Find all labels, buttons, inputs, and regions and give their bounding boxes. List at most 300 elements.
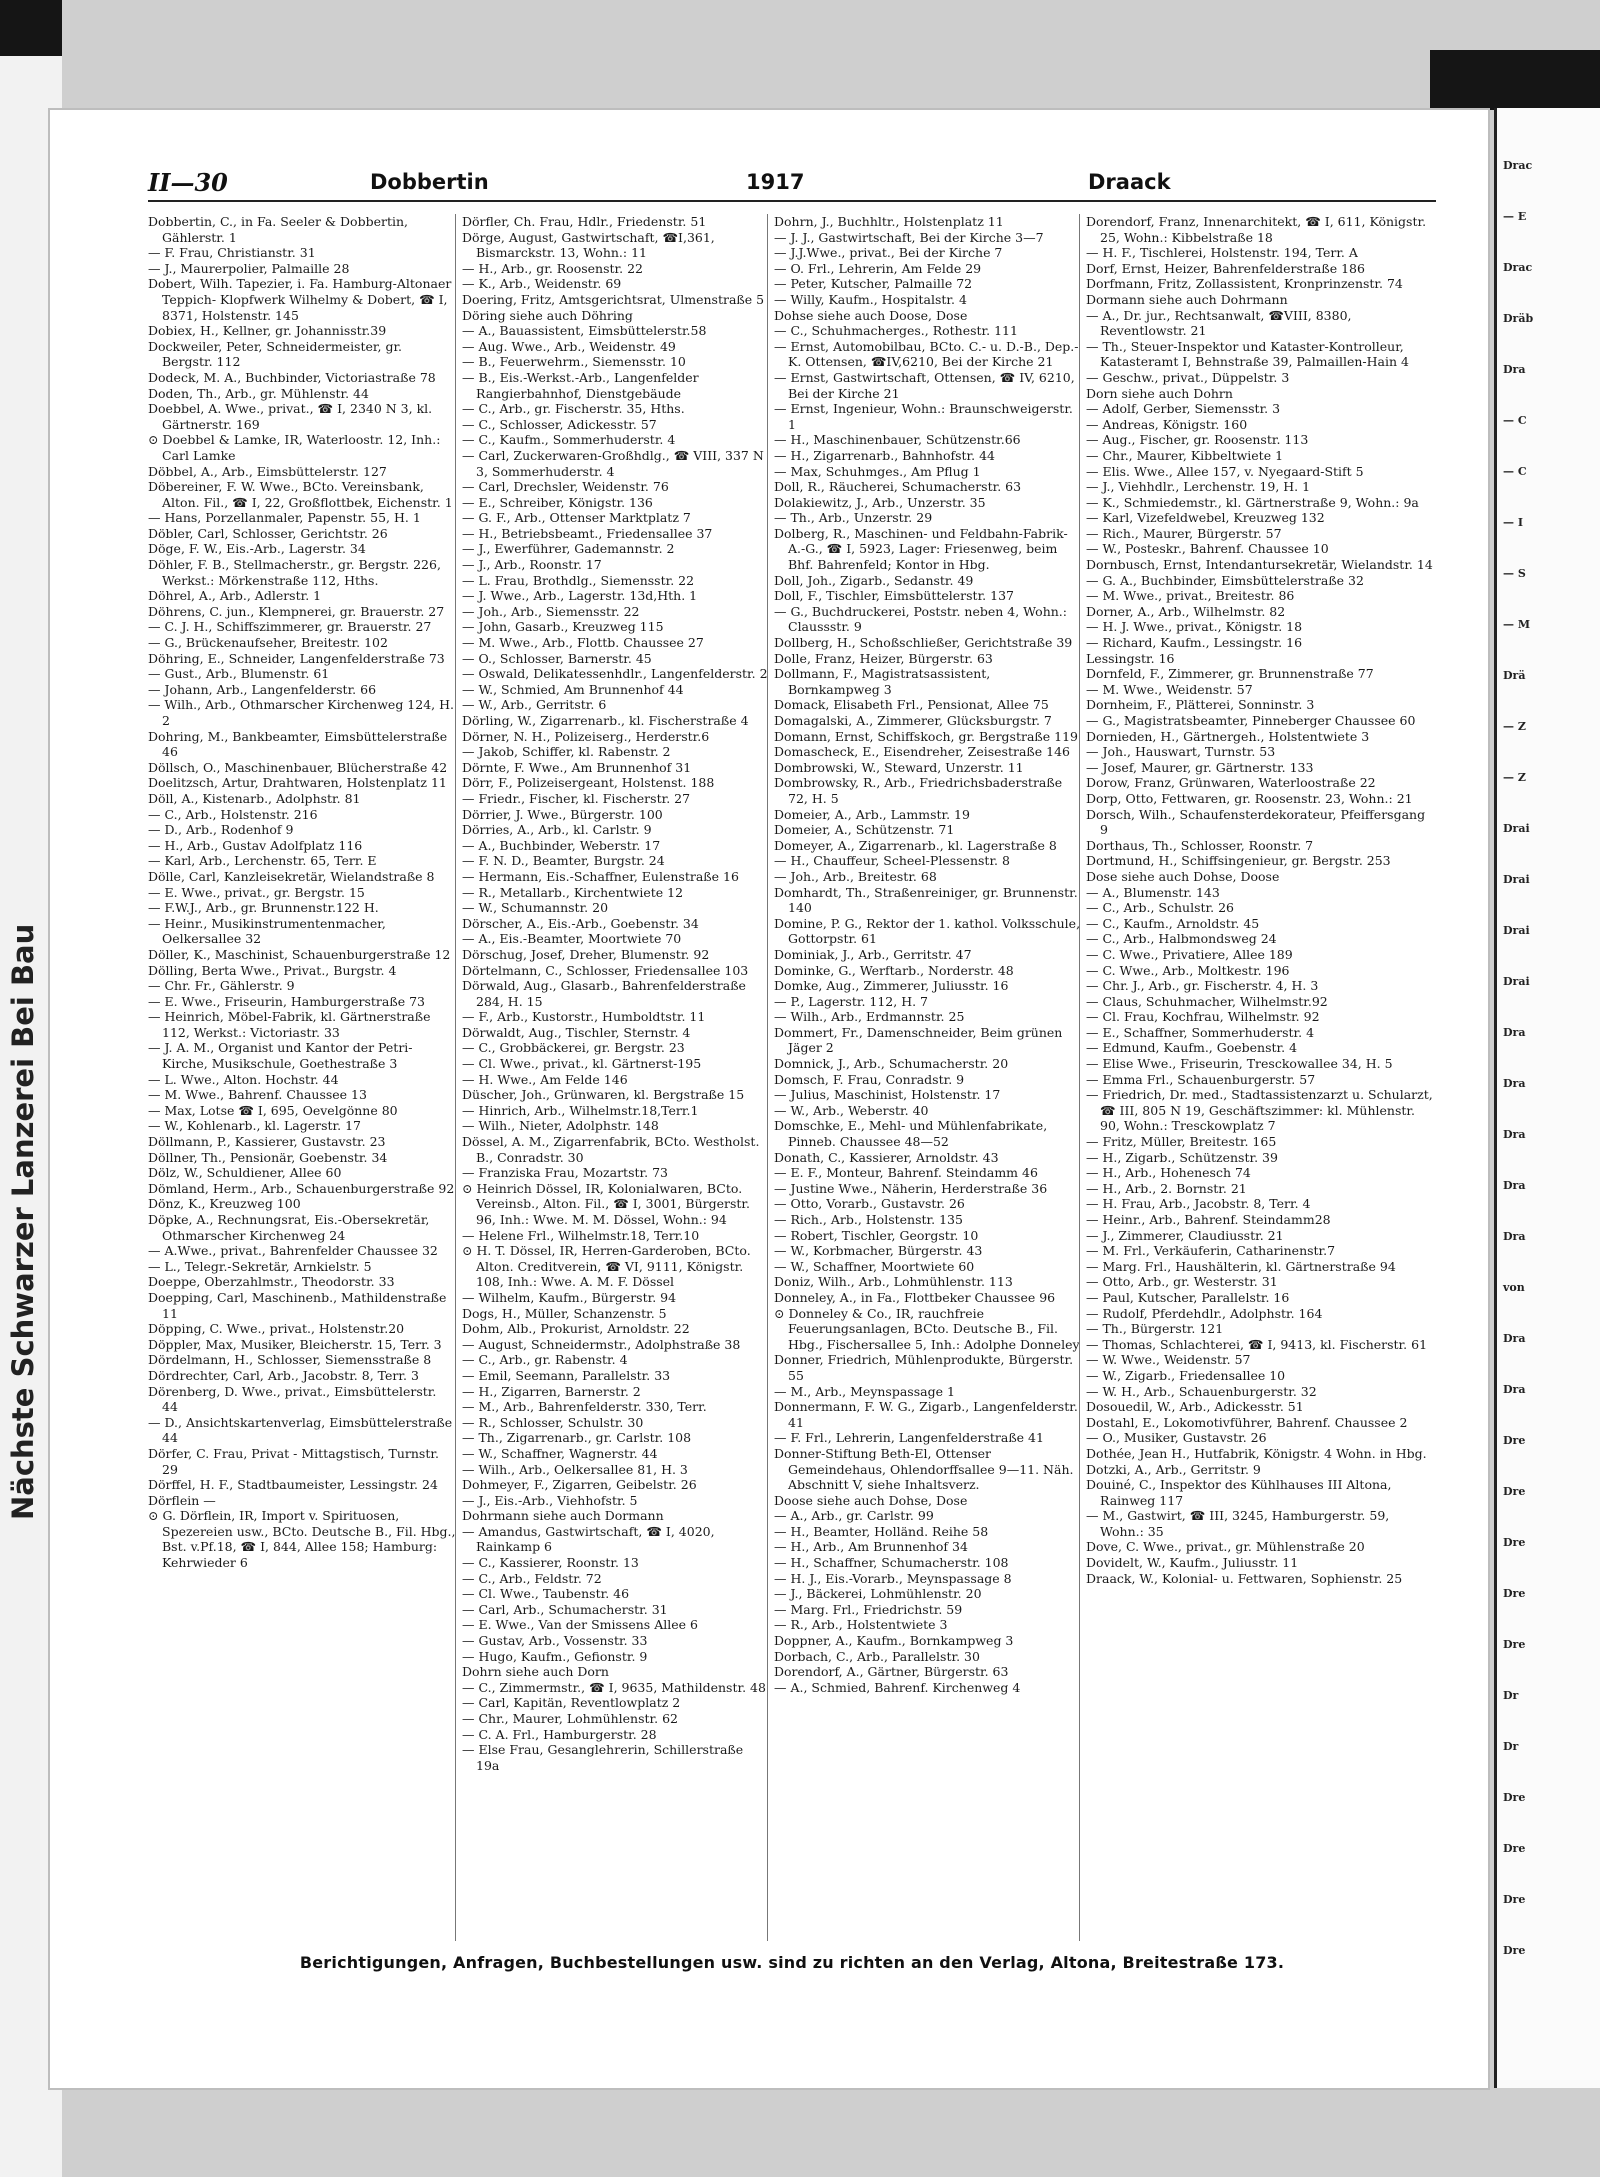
directory-entry: — C., Zimmermstr., ☎ I, 9635, Mathildenstr. 48 [462, 1679, 766, 1695]
last-entry-word: Draack [1088, 170, 1171, 194]
adjacent-page-fragment: Drai [1503, 924, 1530, 937]
directory-entry: — Geschw., privat., Düppelstr. 3 [1086, 369, 1290, 385]
directory-entry: Dörflein — [148, 1492, 216, 1508]
directory-entry: — H. J. Wwe., privat., Königstr. 18 [1086, 619, 1303, 635]
directory-entry: — J., Ewerführer, Gademannstr. 2 [462, 541, 675, 557]
directory-entry: — A., Buchbinder, Weberstr. 17 [462, 837, 661, 853]
directory-entry: Dommert, Fr., Damenschneider, Beim grünen Jäger 2 [774, 1024, 1063, 1056]
directory-entry: Dobiex, H., Kellner, gr. Johannisstr.39 [148, 323, 387, 339]
directory-entry: — H., Arb., 2. Bornstr. 21 [1086, 1180, 1247, 1196]
directory-entry: — Ernst, Ingenieur, Wohn.: Braunschweigerstr. 1 [774, 401, 1073, 432]
directory-entry: — Claus, Schuhmacher, Wilhelmstr.92 [1086, 993, 1328, 1009]
directory-entry: — H., Chauffeur, Scheel-Plessenstr. 8 [774, 853, 1010, 869]
directory-entry: — H., Arb., Am Brunnenhof 34 [774, 1539, 968, 1555]
directory-entry: Döhring, E., Schneider, Langenfelderstraße 73 [148, 650, 445, 666]
directory-entry: — J., Viehhdlr., Lerchenstr. 19, H. 1 [1086, 479, 1311, 495]
adjacent-page-fragment: Dra [1503, 1026, 1526, 1039]
directory-entry: Dömland, Herm., Arb., Schauenburgerstraße 92 [148, 1180, 455, 1196]
adjacent-page-fragment: Dr [1503, 1740, 1519, 1753]
directory-entry: ⊙ G. Dörflein, IR, Import v. Spirituosen, Spezereien usw., BCto. Deutsche B., Fil. Hbg., Bst. v.Pf.18, ☎ I, 844, Allee 158; Hamburg: Kehrwieder 6 [148, 1508, 456, 1571]
directory-entry: — C., Arb., Halbmondsweg 24 [1086, 931, 1277, 947]
directory-entry: Dohm, Alb., Prokurist, Arnoldstr. 22 [462, 1321, 690, 1337]
directory-entry: — E. Wwe., Friseurin, Hamburgerstraße 73 [148, 993, 425, 1009]
directory-entry: Doll, F., Tischler, Eimsbüttelerstr. 137 [774, 588, 1014, 604]
directory-entry: Döge, F. W., Eis.-Arb., Lagerstr. 34 [148, 541, 366, 557]
directory-entry: — R., Metallarb., Kirchentwiete 12 [462, 884, 684, 900]
column-2 [455, 214, 769, 1941]
adjacent-page-fragment: Drai [1503, 822, 1530, 835]
directory-entry: — R., Arb., Holstentwiete 3 [774, 1617, 948, 1633]
directory-entry: Doelitzsch, Artur, Drahtwaren, Holstenplatz 11 [148, 775, 447, 791]
directory-entry: ⊙ H. T. Dössel, IR, Herren-Garderoben, BCto. Alton. Creditverein, ☎ VI, 9111, Königstr. 108, Inh.: Wwe. A. M. F. Dössel [462, 1243, 751, 1290]
directory-entry: Doeppe, Oberzahlmstr., Theodorstr. 33 [148, 1274, 395, 1290]
directory-entry: Döpping, C. Wwe., privat., Holstenstr.20 [148, 1321, 405, 1337]
adjacent-page-fragment: Dra [1503, 1128, 1526, 1141]
directory-entry: — Friedr., Fischer, kl. Fischerstr. 27 [462, 790, 691, 806]
directory-entry: Domnick, J., Arb., Schumacherstr. 20 [774, 1056, 1009, 1072]
directory-entry: Domascheck, E., Eisendreher, Zeisestraße 146 [774, 744, 1070, 760]
directory-entry: — K., Arb., Weidenstr. 69 [462, 276, 622, 292]
directory-entry: — H., Arb., Hohenesch 74 [1086, 1165, 1251, 1181]
adjacent-page-edge-text: Nächste Schwarzer Lanzerei Bei Bau [6, 923, 40, 1520]
adjacent-page-fragment: Dre [1503, 1791, 1526, 1804]
directory-entry: Dörtelmann, C., Schlosser, Friedensallee 103 [462, 962, 749, 978]
directory-entry: — Carl, Arb., Schumacherstr. 31 [462, 1601, 668, 1617]
directory-entry: Döllner, Th., Pensionär, Goebenstr. 34 [148, 1149, 388, 1165]
directory-entry: — Johann, Arb., Langenfelderstr. 66 [148, 681, 377, 697]
directory-entry: — Hermann, Eis.-Schaffner, Eulenstraße 16 [462, 868, 739, 884]
directory-entry: Doniz, Wilh., Arb., Lohmühlenstr. 113 [774, 1274, 1013, 1290]
directory-entry: — J. Wwe., Arb., Lagerstr. 13d,Hth. 1 [462, 588, 698, 604]
directory-entry: — W., Posteskr., Bahrenf. Chaussee 10 [1086, 541, 1329, 557]
directory-entry: Lessingstr. 16 [1086, 650, 1175, 666]
directory-entry: — Th., Arb., Unzerstr. 29 [774, 510, 933, 526]
directory-entry: — Heinr., Musikinstrumentenmacher, Oelkersallee 32 [148, 915, 386, 947]
directory-entry: — Joh., Hauswart, Turnstr. 53 [1086, 744, 1276, 760]
directory-entry: Dorf, Ernst, Heizer, Bahrenfelderstraße 186 [1086, 260, 1365, 276]
directory-entry: Dorow, Franz, Grünwaren, Waterloostraße 22 [1086, 775, 1376, 791]
directory-entry: — J., Arb., Roonstr. 17 [462, 557, 602, 573]
directory-entry: Dolle, Franz, Heizer, Bürgerstr. 63 [774, 650, 993, 666]
header-rule [148, 200, 1436, 202]
directory-entry: Donneley, A., in Fa., Flottbeker Chaussee 96 [774, 1289, 1056, 1305]
directory-entry: — Rudolf, Pferdehdlr., Adolphstr. 164 [1086, 1305, 1323, 1321]
directory-entry: Dornieden, H., Gärtnergeh., Holstentwiete 3 [1086, 728, 1370, 744]
directory-entry: — F.W.J., Arb., gr. Brunnenstr.122 H. [148, 900, 379, 916]
directory-entry: Dominke, G., Werftarb., Norderstr. 48 [774, 962, 1014, 978]
directory-entry: Dohse siehe auch Doose, Dose [774, 307, 968, 323]
adjacent-page-fragment: Drac [1503, 261, 1533, 274]
directory-entry: Dölz, W., Schuldiener, Allee 60 [148, 1165, 342, 1181]
directory-entry: — Emma Frl., Schauenburgerstr. 57 [1086, 1071, 1316, 1087]
directory-entry: — F., Arb., Kustorstr., Humboldtstr. 11 [462, 1009, 706, 1025]
directory-entry: — Jakob, Schiffer, kl. Rabenstr. 2 [462, 744, 671, 760]
directory-entry: — C., Arb., gr. Fischerstr. 35, Hths. [462, 401, 685, 417]
directory-entry: Döllmann, P., Kassierer, Gustavstr. 23 [148, 1134, 386, 1150]
directory-entry: — C. A. Frl., Hamburgerstr. 28 [462, 1726, 657, 1742]
directory-entry: — O., Schlosser, Barnerstr. 45 [462, 650, 652, 666]
directory-entry: — Chr. Fr., Gählerstr. 9 [148, 978, 295, 994]
directory-entry: Domagalski, A., Zimmerer, Glücksburgstr. 7 [774, 713, 1052, 728]
directory-entry: — G., Buchdruckerei, Poststr. neben 4, Wohn.: Claussstr. 9 [774, 603, 1067, 635]
directory-entry: Donner, Friedrich, Mühlenprodukte, Bürgerstr. 55 [774, 1352, 1074, 1383]
directory-entry: — C., Grobbäckerei, gr. Bergstr. 23 [462, 1040, 685, 1056]
directory-entry: — L., Telegr.-Sekretär, Arnkielstr. 5 [148, 1258, 372, 1274]
directory-entry: — F. Frau, Christianstr. 31 [148, 245, 316, 261]
directory-entry: Dohrmann siehe auch Dormann [462, 1508, 664, 1524]
directory-entry: — M. Wwe., privat., Breitestr. 86 [1086, 588, 1295, 604]
directory-entry: — Ernst, Gastwirtschaft, Ottensen, ☎ IV, 6210, Bei der Kirche 21 [774, 369, 1075, 401]
adjacent-page-fragment: Dre [1503, 1587, 1526, 1600]
directory-entry: — O. Frl., Lehrerin, Am Felde 29 [774, 260, 982, 276]
adjacent-page-fragment: von [1503, 1281, 1525, 1294]
directory-entry: — G. F., Arb., Ottenser Marktplatz 7 [462, 510, 691, 526]
page-reference: II—30 [148, 168, 228, 197]
directory-entry: Doose siehe auch Dohse, Dose [774, 1492, 968, 1508]
directory-entry: — Carl, Drechsler, Weidenstr. 76 [462, 479, 669, 495]
directory-entry: — C., Arb., Holstenstr. 216 [148, 806, 318, 822]
directory-entry: Dotzki, A., Arb., Gerritstr. 9 [1086, 1461, 1261, 1477]
directory-entry: — Th., Steuer-Inspektor und Kataster-Kontrolleur, Katasteramt I, Behnstraße 39, Palmaillen-Hain 4 [1086, 338, 1409, 370]
directory-entry: — W., Schumannstr. 20 [462, 900, 609, 916]
directory-entry: — H. F., Tischlerei, Holstenstr. 194, Terr. A [1086, 245, 1358, 261]
directory-entry: — H., Beamter, Holländ. Reihe 58 [774, 1523, 989, 1539]
directory-entry: — Max, Schuhmges., Am Pflug 1 [774, 463, 981, 479]
directory-entry: — W., Arb., Weberstr. 40 [774, 1102, 929, 1118]
adjacent-page-fragment: — M [1503, 618, 1531, 631]
directory-entry: — E., Schreiber, Königstr. 136 [462, 494, 653, 510]
directory-entry: — C., Arb., Feldstr. 72 [462, 1570, 602, 1586]
adjacent-page-fragment: Dre [1503, 1893, 1526, 1906]
directory-entry: — Thomas, Schlachterei, ☎ I, 9413, kl. Fischerstr. 61 [1086, 1336, 1428, 1352]
directory-entry: — B., Eis.-Werkst.-Arb., Langenfelder Rangierbahnhof, Dienstgebäude [462, 369, 699, 401]
directory-columns [148, 214, 1436, 1941]
adjacent-page-fragment: — E [1503, 210, 1527, 223]
directory-entry: — H. Frau, Arb., Jacobstr. 8, Terr. 4 [1086, 1196, 1311, 1212]
directory-entry: Dornfeld, F., Zimmerer, gr. Brunnenstraße 77 [1086, 666, 1374, 682]
directory-entry: Dohrn, J., Buchhltr., Holstenplatz 11 [774, 214, 1004, 229]
directory-entry: Doll, R., Räucherei, Schumacherstr. 63 [774, 479, 1022, 495]
adjacent-page-fragment: — C [1503, 465, 1527, 478]
directory-entry: — A., Blumenstr. 143 [1086, 884, 1220, 900]
directory-entry: Doll, Joh., Zigarb., Sedanstr. 49 [774, 572, 974, 588]
adjacent-page-fragment: Dra [1503, 1332, 1526, 1345]
directory-entry: Dove, C. Wwe., privat., gr. Mühlenstraße 20 [1086, 1539, 1365, 1555]
directory-entry: Döhler, F. B., Stellmacherstr., gr. Bergstr. 226, Werkst.: Mörkenstraße 112, Hths. [148, 557, 441, 588]
adjacent-page-fragment: Dra [1503, 363, 1526, 376]
directory-entry: — Otto, Vorarb., Gustavstr. 26 [774, 1196, 965, 1212]
directory-entry: — Carl, Zuckerwaren-Großhdlg., ☎ VIII, 337 N 3, Sommerhuderstr. 4 [462, 447, 764, 479]
directory-entry: Dohring, M., Bankbeamter, Eimsbüttelerstraße 46 [148, 728, 448, 760]
directory-entry: Dolakiewitz, J., Arb., Unzerstr. 35 [774, 494, 986, 510]
directory-entry: Dorthaus, Th., Schlosser, Roonstr. 7 [1086, 837, 1314, 853]
directory-entry: Dölling, Berta Wwe., Privat., Burgstr. 4 [148, 962, 397, 978]
directory-entry: — E. F., Monteur, Bahrenf. Steindamm 46 [774, 1165, 1038, 1181]
directory-entry: — Heinrich, Möbel-Fabrik, kl. Gärtnerstraße 112, Werkst.: Victoriastr. 33 [148, 1009, 431, 1040]
directory-entry: — M., Gastwirt, ☎ III, 3245, Hamburgerstr. 59, Wohn.: 35 [1086, 1508, 1390, 1539]
directory-entry: Dolberg, R., Maschinen- und Feldbahn-Fabrik-A.-G., ☎ I, 5923, Lager: Friesenweg, beim Bhf. Bahrenfeld; Kontor in Hbg. [774, 525, 1068, 573]
column-3 [767, 214, 1081, 1941]
directory-entry: — Marg. Frl., Friedrichstr. 59 [774, 1601, 963, 1617]
directory-entry: Dörling, W., Zigarrenarb., kl. Fischerstraße 4 [462, 713, 749, 728]
directory-entry: — R., Schlosser, Schulstr. 30 [462, 1414, 644, 1430]
directory-entry: — W., Schmied, Am Brunnenhof 44 [462, 681, 684, 697]
directory-entry: — Th., Zigarrenarb., gr. Carlstr. 108 [462, 1430, 692, 1446]
directory-entry: — Chr. J., Arb., gr. Fischerstr. 4, H. 3 [1086, 978, 1319, 994]
directory-entry: Dörschug, Josef, Dreher, Blumenstr. 92 [462, 946, 710, 962]
directory-entry: — J., Eis.-Arb., Viehhofstr. 5 [462, 1492, 638, 1508]
directory-entry: Dördelmann, H., Schlosser, Siemensstraße 8 [148, 1352, 432, 1368]
directory-entry: Dorbach, C., Arb., Parallelstr. 30 [774, 1648, 980, 1664]
directory-entry: — Peter, Kutscher, Palmaille 72 [774, 276, 973, 292]
directory-entry: Düscher, Joh., Grünwaren, kl. Bergstraße 15 [462, 1087, 745, 1103]
directory-entry: Dörwald, Aug., Glasarb., Bahrenfelderstraße 284, H. 15 [462, 978, 746, 1009]
directory-entry: Dostahl, E., Lokomotivführer, Bahrenf. Chaussee 2 [1086, 1414, 1408, 1430]
adjacent-page-fragment: Drä [1503, 669, 1526, 682]
directory-entry: — Julius, Maschinist, Holstenstr. 17 [774, 1087, 1001, 1103]
directory-entry: — A., Bauassistent, Eimsbüttelerstr.58 [462, 323, 707, 339]
directory-entry: — M. Wwe., Bahrenf. Chaussee 13 [148, 1087, 367, 1103]
directory-entry: Domke, Aug., Zimmerer, Juliusstr. 16 [774, 978, 1009, 994]
adjacent-page-fragment: Dr [1503, 1689, 1519, 1702]
directory-entry: — C., Kaufm., Sommerhuderstr. 4 [462, 432, 676, 448]
directory-entry: Domine, P. G., Rektor der 1. kathol. Volksschule, Gottorpstr. 61 [774, 915, 1081, 947]
directory-entry: — Fritz, Müller, Breitestr. 165 [1086, 1134, 1277, 1150]
directory-entry: — Hugo, Kaufm., Gefionstr. 9 [462, 1648, 648, 1664]
directory-entry: — Cl. Frau, Kochfrau, Wilhelmstr. 92 [1086, 1009, 1320, 1025]
directory-entry: — C., Schlosser, Adickesstr. 57 [462, 416, 657, 432]
directory-entry: — W. H., Arb., Schauenburgerstr. 32 [1086, 1383, 1317, 1399]
directory-entry: ⊙ Donneley & Co., IR, rauchfreie Feuerungsanlagen, BCto. Deutsche B., Fil. Hbg., Fischersallee 5, Inh.: Adolphe Donneley [774, 1305, 1080, 1352]
directory-entry: Dörwaldt, Aug., Tischler, Sternstr. 4 [462, 1024, 691, 1040]
adjacent-page-fragment: Dre [1503, 1638, 1526, 1651]
adjacent-page-fragment: Drai [1503, 975, 1530, 988]
directory-entry: — H., Zigarren, Barnerstr. 2 [462, 1383, 641, 1399]
directory-entry: — Helene Frl., Wilhelmstr.18, Terr.10 [462, 1227, 700, 1243]
directory-entry: Dockweiler, Peter, Schneidermeister, gr. Bergstr. 112 [148, 338, 403, 370]
directory-entry: Döbbel, A., Arb., Eimsbüttelerstr. 127 [148, 463, 387, 479]
directory-entry: Dorfmann, Fritz, Zollassistent, Kronprinzenstr. 74 [1086, 276, 1403, 292]
directory-entry: Domhardt, Th., Straßenreiniger, gr. Brunnenstr. 140 [774, 884, 1078, 916]
directory-entry: — A.Wwe., privat., Bahrenfelder Chaussee 32 [148, 1243, 438, 1259]
adjacent-page-fragment: Drai [1503, 873, 1530, 886]
directory-entry: — Justine Wwe., Näherin, Herderstraße 36 [774, 1180, 1048, 1196]
directory-entry: — G., Magistratsbeamter, Pinneberger Chaussee 60 [1086, 713, 1416, 728]
directory-entry: — H., Betriebsbeamt., Friedensallee 37 [462, 525, 713, 541]
directory-entry: Dornbusch, Ernst, Intendantursekretär, Wielandstr. 14 [1086, 557, 1433, 573]
directory-entry: — L. Wwe., Alton. Hochstr. 44 [148, 1071, 339, 1087]
adjacent-page-strip [1494, 108, 1600, 2088]
directory-entry: Donath, C., Kassierer, Arnoldstr. 43 [774, 1149, 999, 1165]
directory-entry: Döll, A., Kistenarb., Adolphstr. 81 [148, 790, 361, 806]
directory-entry: Dössel, A. M., Zigarrenfabrik, BCto. Westholst. B., Conradstr. 30 [462, 1134, 760, 1165]
directory-entry: — Chr., Maurer, Lohmühlenstr. 62 [462, 1711, 679, 1726]
directory-entry: — J.J.Wwe., privat., Bei der Kirche 7 [774, 245, 1003, 261]
directory-entry: — Karl, Vizefeldwebel, Kreuzweg 132 [1086, 510, 1325, 526]
directory-entry: Domsch, F. Frau, Conradstr. 9 [774, 1071, 965, 1087]
directory-entry: Döllsch, O., Maschinenbauer, Blücherstraße 42 [148, 759, 448, 775]
directory-entry: Döppler, Max, Musiker, Bleicherstr. 15, Terr. 3 [148, 1336, 442, 1352]
directory-entry: Dorner, A., Arb., Wilhelmstr. 82 [1086, 603, 1286, 619]
directory-entry: — Hans, Porzellanmaler, Papenstr. 55, H. 1 [148, 510, 421, 526]
adjacent-page-fragment: Dra [1503, 1383, 1526, 1396]
directory-entry: Döller, K., Maschinist, Schauenburgerstraße 12 [148, 946, 451, 962]
directory-entry: — Elis. Wwe., Allee 157, v. Nyegaard-Stift 5 [1086, 463, 1364, 479]
scanner-black-corner [1430, 50, 1600, 110]
directory-entry: Dosouedil, W., Arb., Adickesstr. 51 [1086, 1399, 1304, 1415]
adjacent-page-fragment: — S [1503, 567, 1526, 580]
directory-entry: Draack, W., Kolonial- u. Fettwaren, Sophienstr. 25 [1086, 1570, 1403, 1586]
directory-entry: — J., Maurerpolier, Palmaille 28 [148, 260, 350, 276]
directory-entry: — Adolf, Gerber, Siemensstr. 3 [1086, 401, 1281, 417]
directory-entry: Douiné, C., Inspektor des Kühlhauses III Altona, Rainweg 117 [1086, 1477, 1392, 1508]
directory-entry: — M. Wwe., Weidenstr. 57 [1086, 681, 1253, 697]
directory-entry: Dörrier, J. Wwe., Bürgerstr. 100 [462, 806, 663, 822]
directory-entry: — Wilh., Arb., Oelkersallee 81, H. 3 [462, 1461, 688, 1477]
directory-entry: — H., Schaffner, Schumacherstr. 108 [774, 1555, 1009, 1571]
scanner-black-border [0, 0, 62, 56]
directory-entry: Dombrowsky, R., Arb., Friedrichsbaderstraße 72, H. 5 [774, 775, 1063, 806]
directory-entry: — Rich., Maurer, Bürgerstr. 57 [1086, 525, 1282, 541]
directory-entry: — H., Arb., gr. Roosenstr. 22 [462, 260, 643, 276]
directory-entry: — J. A. M., Organist und Kantor der Petri-Kirche, Musikschule, Goethestraße 3 [148, 1040, 413, 1072]
directory-entry: — W., Korbmacher, Bürgerstr. 43 [774, 1243, 983, 1259]
first-entry-word: Dobbertin [370, 170, 489, 194]
directory-entry: Dovidelt, W., Kaufm., Juliusstr. 11 [1086, 1555, 1299, 1571]
directory-entry: — D., Ansichtskartenverlag, Eimsbüttelerstraße 44 [148, 1414, 453, 1446]
directory-entry: Doppner, A., Kaufm., Bornkampweg 3 [774, 1633, 1014, 1649]
directory-entry: Dohrn siehe auch Dorn [462, 1664, 609, 1680]
directory-entry: — A., Schmied, Bahrenf. Kirchenweg 4 [774, 1679, 1021, 1695]
directory-entry: — A., Eis.-Beamter, Moortwiete 70 [462, 931, 682, 947]
directory-entry: — H., Maschinenbauer, Schützenstr.66 [774, 432, 1021, 448]
directory-entry: Dornheim, F., Plätterei, Sonninstr. 3 [1086, 697, 1315, 713]
directory-entry: — O., Musiker, Gustavstr. 26 [1086, 1430, 1267, 1446]
directory-entry: — W., Zigarb., Friedensallee 10 [1086, 1367, 1286, 1383]
directory-entry: — M. Frl., Verkäuferin, Catharinenstr.7 [1086, 1243, 1336, 1259]
directory-entry: — H., Zigarb., Schützenstr. 39 [1086, 1149, 1278, 1165]
directory-entry: Dörfler, Ch. Frau, Hdlr., Friedenstr. 51 [462, 214, 707, 229]
adjacent-page-fragment: — Z [1503, 771, 1526, 784]
directory-entry: — C., Kassierer, Roonstr. 13 [462, 1555, 639, 1571]
directory-entry: Doden, Th., Arb., gr. Mühlenstr. 44 [148, 385, 369, 401]
directory-entry: Dollmann, F., Magistratsassistent, Bornkampweg 3 [774, 666, 991, 697]
directory-entry: — C. J. H., Schiffszimmerer, gr. Brauerstr. 27 [148, 619, 432, 635]
directory-entry: Dorendorf, A., Gärtner, Bürgerstr. 63 [774, 1664, 1009, 1680]
directory-entry: — W., Schaffner, Wagnerstr. 44 [462, 1445, 658, 1461]
directory-entry: ⊙ Heinrich Dössel, IR, Kolonialwaren, BCto. Vereinsb., Alton. Fil., ☎ I, 3001, Bürgerstr. 96, Inh.: Wwe. M. M. Dössel, Wohn.: 94 [462, 1180, 750, 1227]
directory-entry: — Max, Lotse ☎ I, 695, Oevelgönne 80 [148, 1102, 398, 1118]
directory-entry: Dose siehe auch Dohse, Doose [1086, 868, 1280, 884]
directory-entry: — P., Lagerstr. 112, H. 7 [774, 993, 928, 1009]
directory-entry: — Cl. Wwe., privat., kl. Gärtnerst-195 [462, 1056, 702, 1072]
directory-entry: — G., Brückenaufseher, Breitestr. 102 [148, 635, 388, 651]
directory-entry: — M., Arb., Meynspassage 1 [774, 1383, 955, 1399]
publisher-footer: Berichtigungen, Anfragen, Buchbestellungen usw. sind zu richten an den Verlag, Altona, Breitestraße 173. [299, 1953, 1285, 1972]
directory-entry: — Aug., Fischer, gr. Roosenstr. 113 [1086, 432, 1309, 448]
directory-entry: — Karl, Arb., Lerchenstr. 65, Terr. E [148, 853, 377, 869]
directory-entry: — W., Arb., Gerritstr. 6 [462, 697, 607, 713]
adjacent-page-fragment: Dra [1503, 1179, 1526, 1192]
directory-entry: Döring siehe auch Döhring [462, 307, 633, 323]
directory-entry: — B., Feuerwehrm., Siemensstr. 10 [462, 354, 686, 370]
directory-entry: Dörner, N. H., Polizeiserg., Herderstr.6 [462, 728, 710, 744]
directory-entry: Döhrel, A., Arb., Adlerstr. 1 [148, 588, 322, 604]
directory-entry: — Franziska Frau, Mozartstr. 73 [462, 1165, 668, 1181]
directory-entry: Döhrens, C. jun., Klempnerei, gr. Brauerstr. 27 [148, 603, 445, 619]
directory-entry: — Aug. Wwe., Arb., Weidenstr. 49 [462, 338, 676, 354]
directory-entry: — J., Zimmerer, Claudiusstr. 21 [1086, 1227, 1284, 1243]
directory-entry: — D., Arb., Rodenhof 9 [148, 822, 294, 838]
directory-entry: — Joh., Arb., Breitestr. 68 [774, 868, 937, 884]
directory-entry: Dothée, Jean H., Hutfabrik, Königstr. 4 Wohn. in Hbg. [1086, 1445, 1427, 1461]
directory-entry: Dorn siehe auch Dohrn [1086, 385, 1233, 401]
directory-entry: Doering, Fritz, Amtsgerichtsrat, Ulmenstraße 5 [462, 291, 765, 307]
directory-entry: — J. J., Gastwirtschaft, Bei der Kirche 3—7 [774, 229, 1044, 245]
directory-entry: — Edmund, Kaufm., Goebenstr. 4 [1086, 1040, 1298, 1056]
directory-entry: Dortmund, H., Schiffsingenieur, gr. Bergstr. 253 [1086, 853, 1391, 869]
directory-entry: Dohmeyer, F., Zigarren, Geibelstr. 26 [462, 1477, 697, 1493]
directory-entry: Domeier, A., Arb., Lammstr. 19 [774, 806, 970, 822]
directory-entry: — Andreas, Königstr. 160 [1086, 416, 1248, 432]
adjacent-page-fragment: Dräb [1503, 312, 1534, 325]
directory-entry: — M., Arb., Bahrenfelderstr. 330, Terr. [462, 1399, 707, 1415]
directory-entry: Dörr, F., Polizeisergeant, Holstenst. 188 [462, 775, 715, 791]
directory-entry: — F. Frl., Lehrerin, Langenfelderstraße 41 [774, 1430, 1044, 1446]
directory-entry: — Elise Wwe., Friseurin, Tresckowallee 34, H. 5 [1086, 1056, 1393, 1072]
directory-entry: Dönz, K., Kreuzweg 100 [148, 1196, 301, 1212]
directory-entry: — H. J., Eis.-Vorarb., Meynspassage 8 [774, 1570, 1012, 1586]
directory-entry: — Paul, Kutscher, Parallelstr. 16 [1086, 1289, 1290, 1305]
directory-entry: — Carl, Kapitän, Reventlowplatz 2 [462, 1695, 681, 1711]
directory-entry: Dorp, Otto, Fettwaren, gr. Roosenstr. 23, Wohn.: 21 [1086, 790, 1413, 806]
directory-entry: — W., Kohlenarb., kl. Lagerstr. 17 [148, 1118, 361, 1134]
directory-entry: — Wilhelm, Kaufm., Bürgerstr. 94 [462, 1289, 677, 1305]
directory-entry: — Marg. Frl., Haushälterin, kl. Gärtnerstraße 94 [1086, 1258, 1396, 1274]
adjacent-page-fragment: Drac [1503, 159, 1533, 172]
directory-entry: — Amandus, Gastwirtschaft, ☎ I, 4020, Rainkamp 6 [462, 1523, 715, 1555]
directory-entry: Domack, Elisabeth Frl., Pensionat, Allee 75 [774, 697, 1049, 713]
directory-entry: — Th., Bürgerstr. 121 [1086, 1321, 1224, 1337]
directory-entry: Doepping, Carl, Maschinenb., Mathildenstraße 11 [148, 1289, 447, 1321]
directory-entry: — C. Wwe., Arb., Moltkestr. 196 [1086, 962, 1290, 978]
directory-entry: — C. Wwe., Privatiere, Allee 189 [1086, 946, 1293, 962]
column-1 [148, 214, 456, 1941]
directory-entry: Dombrowski, W., Steward, Unzerstr. 11 [774, 759, 1024, 775]
directory-entry: — Gustav, Arb., Vossenstr. 33 [462, 1633, 648, 1649]
directory-entry: — Chr., Maurer, Kibbeltwiete 1 [1086, 447, 1284, 463]
directory-entry: Dobert, Wilh. Tapezier, i. Fa. Hamburg-Altonaer Teppich- Klopfwerk Wilhelmy & Dobert, ☎ I, 8371, Holstenstr. 145 [148, 276, 452, 323]
directory-entry: — Emil, Seemann, Parallelstr. 33 [462, 1367, 671, 1383]
directory-entry: Dördrechter, Carl, Arb., Jacobstr. 8, Terr. 3 [148, 1367, 419, 1383]
directory-entry: — Friedrich, Dr. med., Stadtassistenzarzt u. Schularzt, ☎ III, 805 N 19, Geschäftszimmer: kl. Mühlenstr. 90, Wohn.: Tresckowplatz 7 [1086, 1087, 1433, 1134]
adjacent-page-fragment: Dre [1503, 1842, 1526, 1855]
adjacent-page-fragment: Dra [1503, 1077, 1526, 1090]
directory-entry: Döbereiner, F. W. Wwe., BCto. Vereinsbank, Alton. Fil., ☎ I, 22, Großflottbek, Eichenstr. 1 [148, 479, 453, 510]
directory-entry: Dörscher, A., Eis.-Arb., Goebenstr. 34 [462, 915, 699, 931]
directory-entry: — H. Wwe., Am Felde 146 [462, 1071, 628, 1087]
directory-entry: Dörffel, H. F., Stadtbaumeister, Lessingstr. 24 [148, 1477, 438, 1493]
directory-entry: — C., Kaufm., Arnoldstr. 45 [1086, 915, 1260, 931]
directory-entry: Domeyer, A., Zigarrenarb., kl. Lagerstraße 8 [774, 837, 1057, 853]
column-4 [1079, 214, 1436, 1941]
directory-entry: Dörge, August, Gastwirtschaft, ☎I,361, Bismarckstr. 13, Wohn.: 11 [462, 229, 715, 261]
edition-year: 1917 [746, 170, 805, 194]
directory-entry: Dörenberg, D. Wwe., privat., Eimsbüttelerstr. 44 [148, 1383, 437, 1415]
directory-entry: — E., Schaffner, Sommerhuderstr. 4 [1086, 1024, 1315, 1040]
directory-entry: Dörnte, F. Wwe., Am Brunnenhof 31 [462, 759, 692, 775]
directory-entry: Dorsch, Wilh., Schaufensterdekorateur, Pfeiffersgang 9 [1086, 806, 1426, 838]
